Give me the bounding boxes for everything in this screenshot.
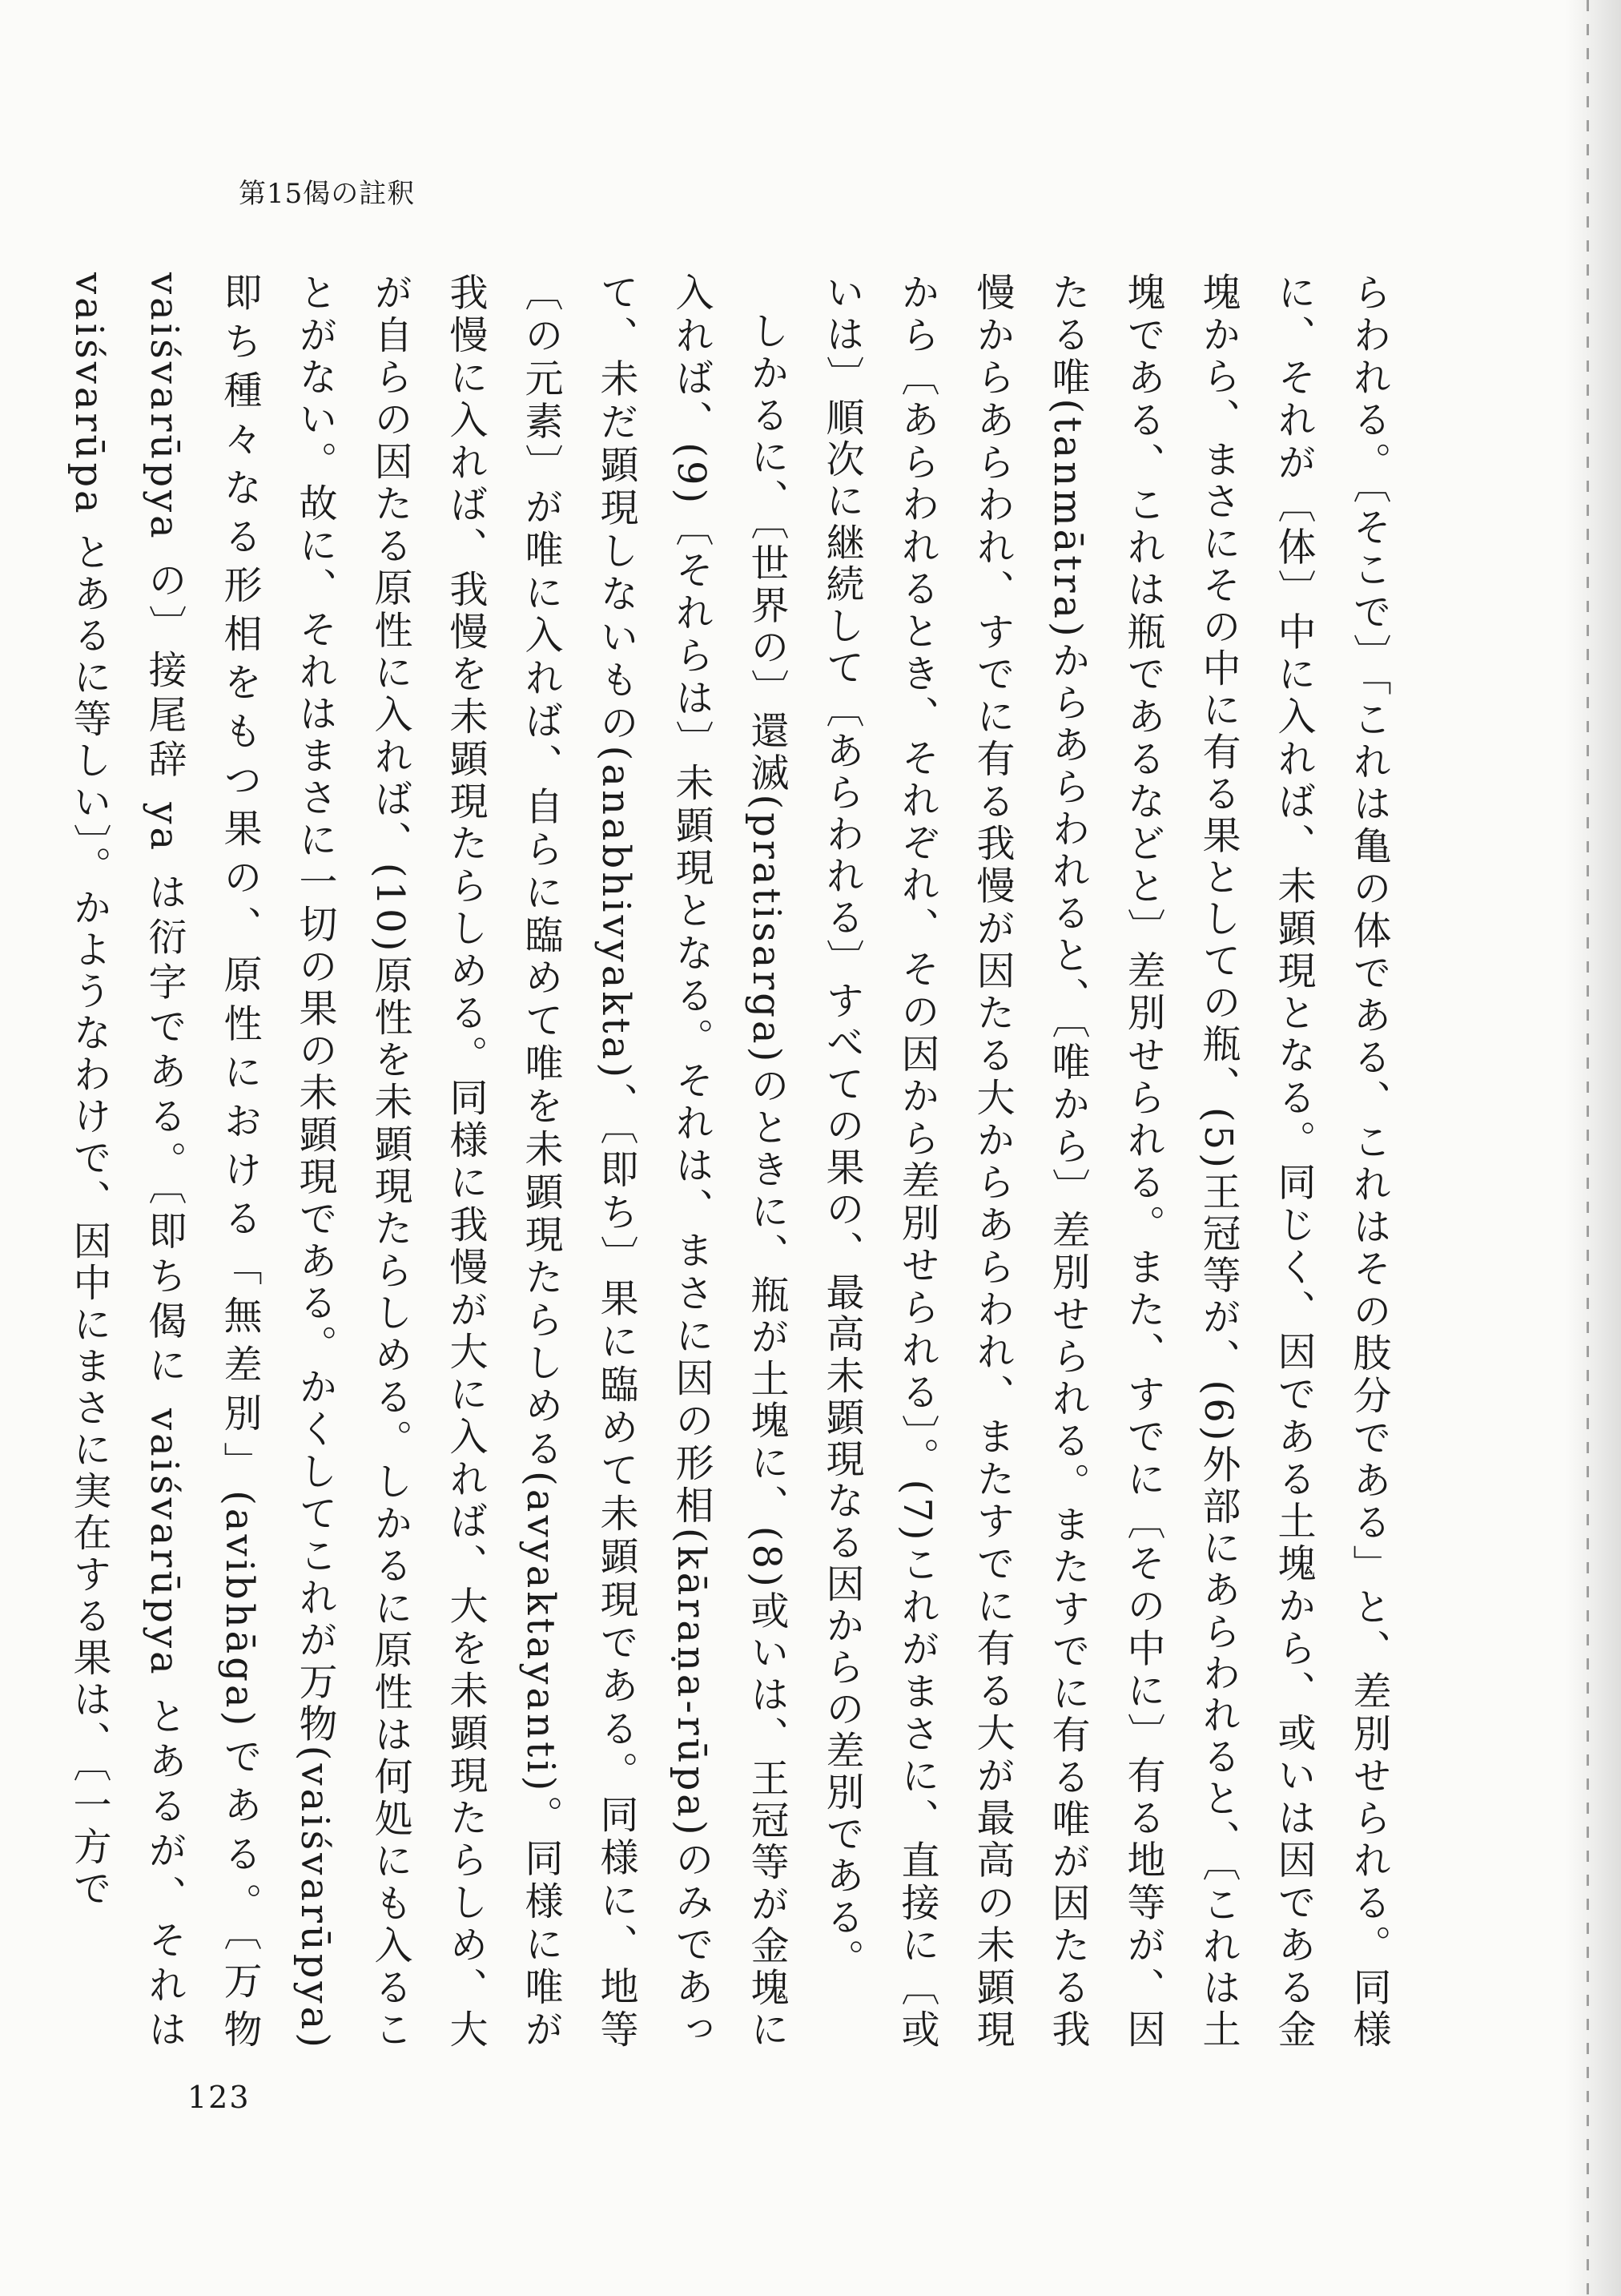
body-text	[66, 272, 1406, 2052]
running-head: 第15偈の註釈	[239, 178, 416, 210]
page-number: 123	[187, 2080, 251, 2115]
page-edge-line	[1587, 0, 1589, 2296]
paragraph-2: しかるに、〔世界の〕還滅(pratisarga)のときに、瓶が土塊に、(8)或いは、王冠等が金塊に入れば、(9)〔それらは〕未顕現となる。それは、まさに因の形相(kāraṇa-rūpa)のみであって、未だ顕現しないもの(anabhivyakta)、〔即ち〕果に臨めて未顕現である。同様に、地等〔の元素〕が唯に入れば、自らに臨めて唯を未顕現たらしめる(avyaktayanti)。同様に唯が我慢に入れば、我慢を未顕現たらしめる。同様に我慢が大に入れば、大を未顕現たらしめ、大が自らの因たる原性に入れば、(10)原性を未顕現たらしめる。しかるに原性は何処にも入ることがない。故に、それはまさに一切の果の未顕現である。かくしてこれが万物(vaiśvarūpya)即ち種々なる形相をもつ果の、原性における「無差別」(avibhāga)である。〔万物 vaiśvarūpya の〕接尾辞 ya は衍字である。〔即ち偈に vaiśvarūpya とあるが、それは vaiśvarūpa とあるに等しい〕。かようなわけで、因中にまさに実在する果は、〔一方で	[66, 272, 789, 2052]
paragraph-1: らわれる。〔そこで〕「これは亀の体である、これはその肢分である」と、差別せられる。同様に、それが〔体〕中に入れば、未顕現となる。同じく、因である土塊から、或いは因である金塊から、まさにその中に有る果としての瓶、(5)王冠等が、(6)外部にあらわれると、〔これは土塊である、これは瓶であるなどと〕差別せられる。また、すでに〔その中に〕有る地等が、因たる唯(tanmātra)からあらわれると、〔唯から〕差別せられる。またすでに有る唯が因たる我慢からあらわれ、すでに有る我慢が因たる大からあらわれ、またすでに有る大が最高の未顕現から〔あらわれるとき、それぞれ、その因から差別せられる〕。(7)これがまさに、直接に〔或いは〕順次に継続して〔あらわれる〕すべての果の、最高未顕現なる因からの差別である。	[819, 272, 1391, 2052]
page-edge-shadow	[1565, 0, 1621, 2296]
